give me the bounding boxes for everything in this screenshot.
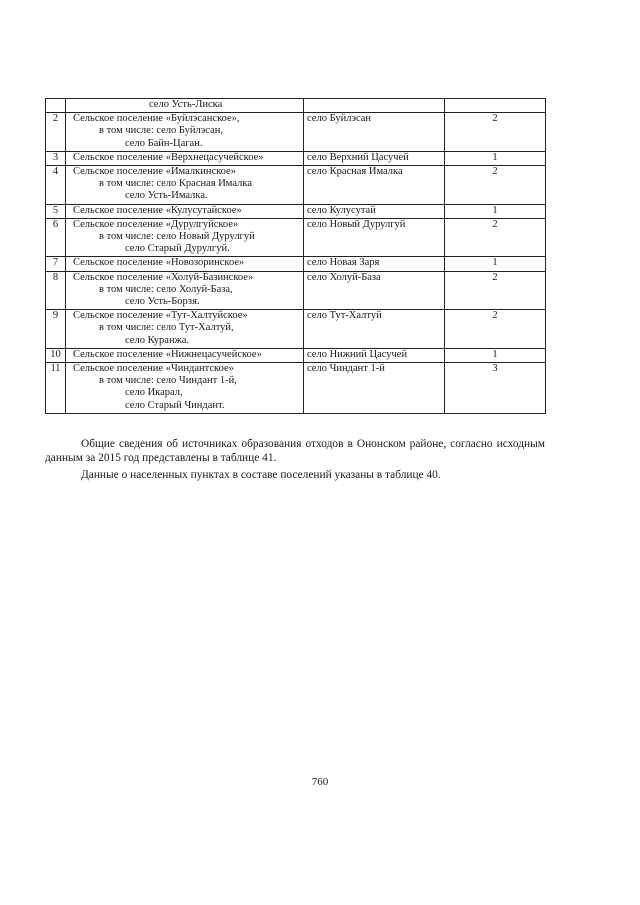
cell-admin-center xyxy=(304,99,445,113)
cell-admin-center: село Новый Дурулгуй xyxy=(304,218,445,257)
paragraph-localities-reference: Данные о населенных пунктах в составе поселений указаны в таблице 40. xyxy=(81,469,441,481)
cell-admin-center: село Новая Заря xyxy=(304,257,445,271)
settlement-line: село Усть-Лиска xyxy=(149,99,223,110)
settlement-line: в том числе: село Чиндант 1-й, xyxy=(99,375,237,387)
cell-admin-center: село Нижний Цасучей xyxy=(304,348,445,362)
cell-settlement-name xyxy=(66,363,304,414)
table-row xyxy=(46,348,546,362)
settlement-title: Сельское поселение «Дурулгуйское» xyxy=(73,218,239,230)
table-row xyxy=(46,113,546,152)
table-row xyxy=(46,363,546,414)
cell-locality-count: 1 xyxy=(445,348,546,362)
table-row xyxy=(46,151,546,165)
settlement-line: село Байн-Цаган. xyxy=(125,137,203,149)
table-row-continuation xyxy=(46,99,546,113)
settlement-title: Сельское поселение «Кулусутайское» xyxy=(73,204,242,216)
cell-locality-count: 1 xyxy=(445,257,546,271)
settlement-line: село Куранжа. xyxy=(125,334,190,346)
cell-number: 7 xyxy=(46,257,66,271)
table-row xyxy=(46,204,546,218)
settlement-title: Сельское поселение «Нижнецасучейское» xyxy=(73,348,262,360)
cell-settlement-name xyxy=(66,99,304,113)
settlements-table xyxy=(45,98,546,414)
table-row xyxy=(46,257,546,271)
cell-admin-center: село Холуй-База xyxy=(304,271,445,310)
cell-locality-count: 2 xyxy=(445,310,546,349)
settlement-line: село Старый Чиндант. xyxy=(125,399,225,411)
settlement-title: Сельское поселение «Ималкинское» xyxy=(73,166,236,178)
cell-number: 11 xyxy=(46,363,66,414)
settlement-title: Сельское поселение «Чиндантское» xyxy=(73,363,234,375)
settlement-line: село Усть-Ималка. xyxy=(125,190,208,202)
cell-locality-count: 1 xyxy=(445,151,546,165)
settlement-title: Сельское поселение «Тут-Халтуйское» xyxy=(73,310,248,322)
cell-number: 4 xyxy=(46,166,66,205)
table-row xyxy=(46,310,546,349)
cell-number: 9 xyxy=(46,310,66,349)
cell-locality-count: 2 xyxy=(445,113,546,152)
cell-number: 10 xyxy=(46,348,66,362)
paragraph-waste-sources: Общие сведения об источниках образования отходов в Ононском районе, согласно исходным данным за 2015 год представлены в таблице 41. xyxy=(45,438,545,464)
cell-number: 2 xyxy=(46,113,66,152)
cell-settlement-name xyxy=(66,310,304,349)
cell-locality-count: 2 xyxy=(445,218,546,257)
cell-admin-center: село Чиндант 1-й xyxy=(304,363,445,414)
settlement-title: Сельское поселение «Холуй-Базинское» xyxy=(73,271,254,283)
table-row xyxy=(46,271,546,310)
settlement-line: в том числе: село Холуй-База, xyxy=(99,283,233,295)
cell-admin-center: село Красная Ималка xyxy=(304,166,445,205)
cell-admin-center: село Верхний Цасучей xyxy=(304,151,445,165)
cell-locality-count: 3 xyxy=(445,363,546,414)
cell-settlement-name xyxy=(66,271,304,310)
cell-settlement-name xyxy=(66,113,304,152)
cell-locality-count xyxy=(445,99,546,113)
cell-locality-count: 1 xyxy=(445,204,546,218)
settlement-line: в том числе: село Новый Дурулгуй xyxy=(99,231,255,243)
settlement-line: в том числе: село Красная Ималка xyxy=(99,178,252,190)
settlement-line: в том числе: село Буйлэсан, xyxy=(99,125,223,137)
cell-number: 3 xyxy=(46,151,66,165)
cell-settlement-name xyxy=(66,218,304,257)
cell-settlement-name xyxy=(66,257,304,271)
cell-locality-count: 2 xyxy=(445,166,546,205)
cell-settlement-name xyxy=(66,348,304,362)
table-row xyxy=(46,166,546,205)
cell-number xyxy=(46,99,66,113)
settlement-line: в том числе: село Тут-Халтуй, xyxy=(99,322,234,334)
cell-settlement-name xyxy=(66,204,304,218)
cell-settlement-name xyxy=(66,151,304,165)
settlement-line: село Икарал, xyxy=(125,387,183,399)
cell-settlement-name xyxy=(66,166,304,205)
cell-admin-center: село Кулусутай xyxy=(304,204,445,218)
settlement-title: Сельское поселение «Верхнецасучейское» xyxy=(73,151,264,163)
cell-admin-center: село Тут-Халтуй xyxy=(304,310,445,349)
settlement-line: село Усть-Борзя. xyxy=(125,296,200,308)
page-number: 760 xyxy=(311,776,329,788)
cell-number: 8 xyxy=(46,271,66,310)
settlement-line: село Старый Дурулгуй. xyxy=(125,243,230,255)
settlement-title: Сельское поселение «Буйлэсанское», xyxy=(73,113,240,125)
cell-locality-count: 2 xyxy=(445,271,546,310)
settlement-title: Сельское поселение «Новозоринское» xyxy=(73,257,245,269)
cell-admin-center: село Буйлэсан xyxy=(304,113,445,152)
settlements-table-body xyxy=(46,99,546,414)
cell-number: 5 xyxy=(46,204,66,218)
cell-number: 6 xyxy=(46,218,66,257)
table-row xyxy=(46,218,546,257)
